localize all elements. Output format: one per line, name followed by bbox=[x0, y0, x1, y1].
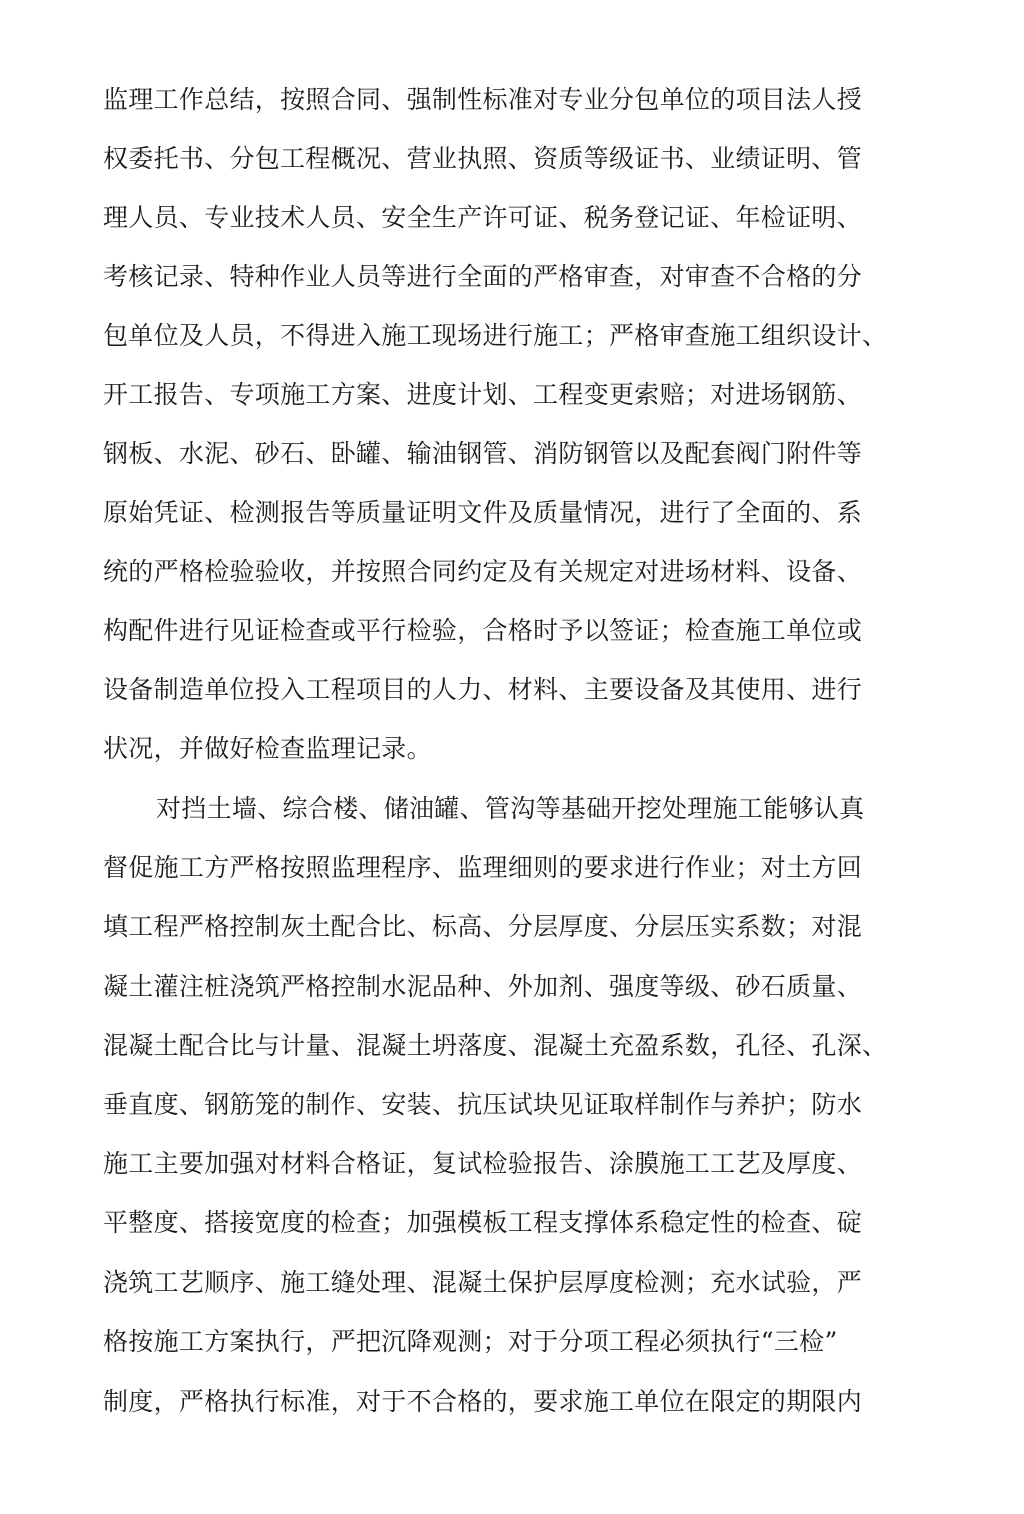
text-line: 考核记录、特种作业人员等进行全面的严格审查，对审查不合格的分 bbox=[103, 262, 863, 291]
text-line: 原始凭证、检测报告等质量证明文件及质量情况，进行了全面的、系 bbox=[103, 498, 863, 527]
text-line: 填工程严格控制灰土配合比、标高、分层厚度、分层压实系数；对混 bbox=[103, 912, 863, 941]
text-line: 监理工作总结，按照合同、强制性标准对专业分包单位的项目法人授 bbox=[103, 85, 863, 114]
text-line: 理人员、专业技术人员、安全生产许可证、税务登记证、年检证明、 bbox=[103, 203, 863, 232]
text-line: 钢板、水泥、砂石、卧罐、输油钢管、消防钢管以及配套阀门附件等 bbox=[103, 439, 863, 468]
text-line: 混凝土配合比与计量、混凝土坍落度、混凝土充盈系数，孔径、孔深、 bbox=[103, 1031, 888, 1060]
text-line: 垂直度、钢筋笼的制作、安装、抗压试块见证取样制作与养护；防水 bbox=[103, 1090, 863, 1119]
text-line: 构配件进行见证检查或平行检验，合格时予以签证；检查施工单位或 bbox=[103, 616, 863, 645]
text-line: 凝土灌注桩浇筑严格控制水泥品种、外加剂、强度等级、砂石质量、 bbox=[103, 972, 863, 1001]
text-line: 开工报告、专项施工方案、进度计划、工程变更索赔；对进场钢筋、 bbox=[103, 380, 863, 409]
text-line: 包单位及人员，不得进入施工现场进行施工；严格审查施工组织设计、 bbox=[103, 321, 888, 350]
text-line: 设备制造单位投入工程项目的人力、材料、主要设备及其使用、进行 bbox=[103, 675, 863, 704]
text-line: 统的严格检验验收，并按照合同约定及有关规定对进场材料、设备、 bbox=[103, 557, 863, 586]
text-line: 浇筑工艺顺序、施工缝处理、混凝土保护层厚度检测；充水试验，严 bbox=[103, 1268, 863, 1297]
text-line: 格按施工方案执行，严把沉降观测；对于分项工程必须执行“三检” bbox=[103, 1327, 838, 1356]
text-line: 权委托书、分包工程概况、营业执照、资质等级证书、业绩证明、管 bbox=[103, 144, 863, 173]
text-line: 状况，并做好检查监理记录。 bbox=[103, 734, 432, 763]
text-line: 平整度、搭接宽度的检查；加强模板工程支撑体系稳定性的检查、碇 bbox=[103, 1208, 863, 1237]
text-line: 施工主要加强对材料合格证，复试检验报告、涂膜施工工艺及厚度、 bbox=[103, 1149, 863, 1178]
text-line: 督促施工方严格按照监理程序、监理细则的要求进行作业；对土方回 bbox=[103, 853, 863, 882]
text-line: 制度，严格执行标准，对于不合格的，要求施工单位在限定的期限内 bbox=[103, 1387, 863, 1416]
text-line: 对挡土墙、综合楼、储油罐、管沟等基础开挖处理施工能够认真 bbox=[156, 794, 865, 823]
